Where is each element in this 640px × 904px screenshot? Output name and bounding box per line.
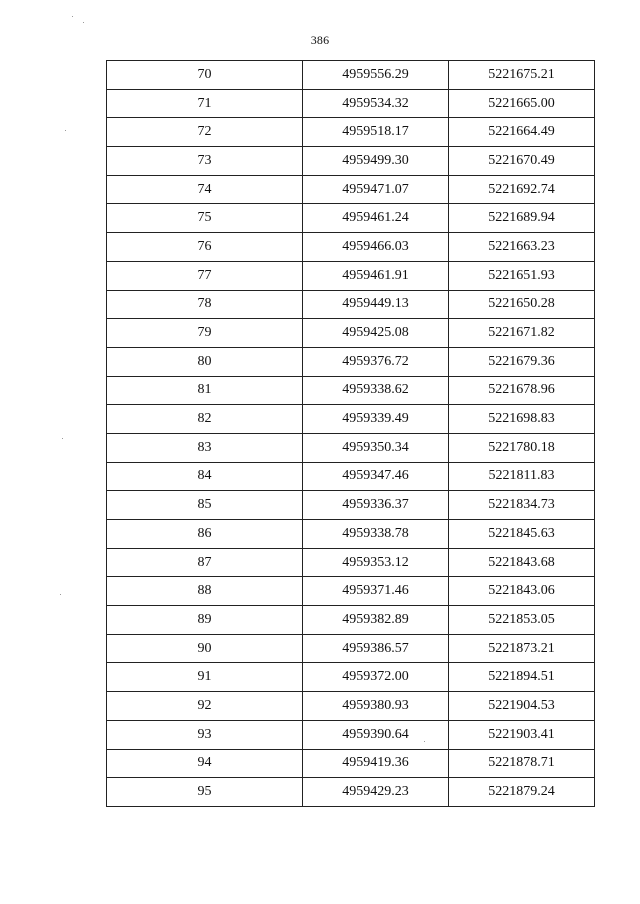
point-number-cell: 91 bbox=[107, 663, 303, 692]
table-row bbox=[107, 462, 595, 491]
point-number-cell: 75 bbox=[107, 204, 303, 233]
y-coordinate-cell: 5221650.28 bbox=[449, 290, 595, 319]
table-row bbox=[107, 175, 595, 204]
y-coordinate-cell: 5221670.49 bbox=[449, 147, 595, 176]
x-coordinate-cell: 4959372.00 bbox=[303, 663, 449, 692]
y-coordinate-cell: 5221894.51 bbox=[449, 663, 595, 692]
table-row bbox=[107, 520, 595, 549]
scan-speck bbox=[83, 22, 84, 23]
x-coordinate-cell: 4959471.07 bbox=[303, 175, 449, 204]
x-coordinate-cell: 4959338.62 bbox=[303, 376, 449, 405]
y-coordinate-cell: 5221679.36 bbox=[449, 347, 595, 376]
scan-speck bbox=[424, 741, 425, 742]
table-row bbox=[107, 663, 595, 692]
table-row bbox=[107, 261, 595, 290]
table-row bbox=[107, 778, 595, 807]
x-coordinate-cell: 4959556.29 bbox=[303, 61, 449, 90]
table-row bbox=[107, 319, 595, 348]
y-coordinate-cell: 5221665.00 bbox=[449, 89, 595, 118]
y-coordinate-cell: 5221689.94 bbox=[449, 204, 595, 233]
y-coordinate-cell: 5221692.74 bbox=[449, 175, 595, 204]
x-coordinate-cell: 4959338.78 bbox=[303, 520, 449, 549]
table-row bbox=[107, 577, 595, 606]
scan-speck bbox=[65, 130, 66, 131]
x-coordinate-cell: 4959382.89 bbox=[303, 606, 449, 635]
table-row bbox=[107, 491, 595, 520]
table-row bbox=[107, 61, 595, 90]
y-coordinate-cell: 5221663.23 bbox=[449, 233, 595, 262]
point-number-cell: 78 bbox=[107, 290, 303, 319]
table-row bbox=[107, 749, 595, 778]
table-row bbox=[107, 606, 595, 635]
point-number-cell: 77 bbox=[107, 261, 303, 290]
x-coordinate-cell: 4959347.46 bbox=[303, 462, 449, 491]
x-coordinate-cell: 4959350.34 bbox=[303, 433, 449, 462]
point-number-cell: 82 bbox=[107, 405, 303, 434]
y-coordinate-cell: 5221843.06 bbox=[449, 577, 595, 606]
y-coordinate-cell: 5221664.49 bbox=[449, 118, 595, 147]
y-coordinate-cell: 5221873.21 bbox=[449, 634, 595, 663]
x-coordinate-cell: 4959419.36 bbox=[303, 749, 449, 778]
point-number-cell: 70 bbox=[107, 61, 303, 90]
x-coordinate-cell: 4959353.12 bbox=[303, 548, 449, 577]
table-row bbox=[107, 634, 595, 663]
point-number-cell: 94 bbox=[107, 749, 303, 778]
x-coordinate-cell: 4959429.23 bbox=[303, 778, 449, 807]
point-number-cell: 92 bbox=[107, 692, 303, 721]
point-number-cell: 83 bbox=[107, 433, 303, 462]
x-coordinate-cell: 4959376.72 bbox=[303, 347, 449, 376]
scan-speck bbox=[60, 594, 61, 595]
x-coordinate-cell: 4959386.57 bbox=[303, 634, 449, 663]
point-number-cell: 88 bbox=[107, 577, 303, 606]
point-number-cell: 73 bbox=[107, 147, 303, 176]
table-row bbox=[107, 147, 595, 176]
y-coordinate-cell: 5221879.24 bbox=[449, 778, 595, 807]
x-coordinate-cell: 4959466.03 bbox=[303, 233, 449, 262]
x-coordinate-cell: 4959390.64 bbox=[303, 720, 449, 749]
page-number: 386 bbox=[310, 33, 330, 47]
table-row bbox=[107, 433, 595, 462]
x-coordinate-cell: 4959461.24 bbox=[303, 204, 449, 233]
table-row bbox=[107, 405, 595, 434]
table-row bbox=[107, 548, 595, 577]
y-coordinate-cell: 5221675.21 bbox=[449, 61, 595, 90]
x-coordinate-cell: 4959336.37 bbox=[303, 491, 449, 520]
point-number-cell: 95 bbox=[107, 778, 303, 807]
table-row bbox=[107, 290, 595, 319]
x-coordinate-cell: 4959518.17 bbox=[303, 118, 449, 147]
y-coordinate-cell: 5221853.05 bbox=[449, 606, 595, 635]
point-number-cell: 90 bbox=[107, 634, 303, 663]
table-row bbox=[107, 204, 595, 233]
point-number-cell: 84 bbox=[107, 462, 303, 491]
x-coordinate-cell: 4959339.49 bbox=[303, 405, 449, 434]
table-row bbox=[107, 347, 595, 376]
point-number-cell: 80 bbox=[107, 347, 303, 376]
scan-speck bbox=[62, 438, 63, 439]
point-number-cell: 86 bbox=[107, 520, 303, 549]
point-number-cell: 79 bbox=[107, 319, 303, 348]
point-number-cell: 87 bbox=[107, 548, 303, 577]
x-coordinate-cell: 4959425.08 bbox=[303, 319, 449, 348]
table-row bbox=[107, 233, 595, 262]
y-coordinate-cell: 5221651.93 bbox=[449, 261, 595, 290]
table-row bbox=[107, 118, 595, 147]
y-coordinate-cell: 5221878.71 bbox=[449, 749, 595, 778]
y-coordinate-cell: 5221698.83 bbox=[449, 405, 595, 434]
y-coordinate-cell: 5221834.73 bbox=[449, 491, 595, 520]
x-coordinate-cell: 4959461.91 bbox=[303, 261, 449, 290]
point-number-cell: 81 bbox=[107, 376, 303, 405]
y-coordinate-cell: 5221904.53 bbox=[449, 692, 595, 721]
y-coordinate-cell: 5221780.18 bbox=[449, 433, 595, 462]
y-coordinate-cell: 5221845.63 bbox=[449, 520, 595, 549]
scan-speck bbox=[72, 16, 73, 17]
y-coordinate-cell: 5221903.41 bbox=[449, 720, 595, 749]
point-number-cell: 89 bbox=[107, 606, 303, 635]
table-row bbox=[107, 692, 595, 721]
coordinates-table bbox=[106, 60, 595, 807]
y-coordinate-cell: 5221843.68 bbox=[449, 548, 595, 577]
coordinates-table-body bbox=[107, 61, 595, 807]
point-number-cell: 76 bbox=[107, 233, 303, 262]
x-coordinate-cell: 4959371.46 bbox=[303, 577, 449, 606]
x-coordinate-cell: 4959499.30 bbox=[303, 147, 449, 176]
table-row bbox=[107, 720, 595, 749]
x-coordinate-cell: 4959449.13 bbox=[303, 290, 449, 319]
x-coordinate-cell: 4959534.32 bbox=[303, 89, 449, 118]
y-coordinate-cell: 5221671.82 bbox=[449, 319, 595, 348]
table-row bbox=[107, 89, 595, 118]
point-number-cell: 74 bbox=[107, 175, 303, 204]
point-number-cell: 93 bbox=[107, 720, 303, 749]
x-coordinate-cell: 4959380.93 bbox=[303, 692, 449, 721]
y-coordinate-cell: 5221811.83 bbox=[449, 462, 595, 491]
point-number-cell: 71 bbox=[107, 89, 303, 118]
table-row bbox=[107, 376, 595, 405]
point-number-cell: 72 bbox=[107, 118, 303, 147]
y-coordinate-cell: 5221678.96 bbox=[449, 376, 595, 405]
point-number-cell: 85 bbox=[107, 491, 303, 520]
